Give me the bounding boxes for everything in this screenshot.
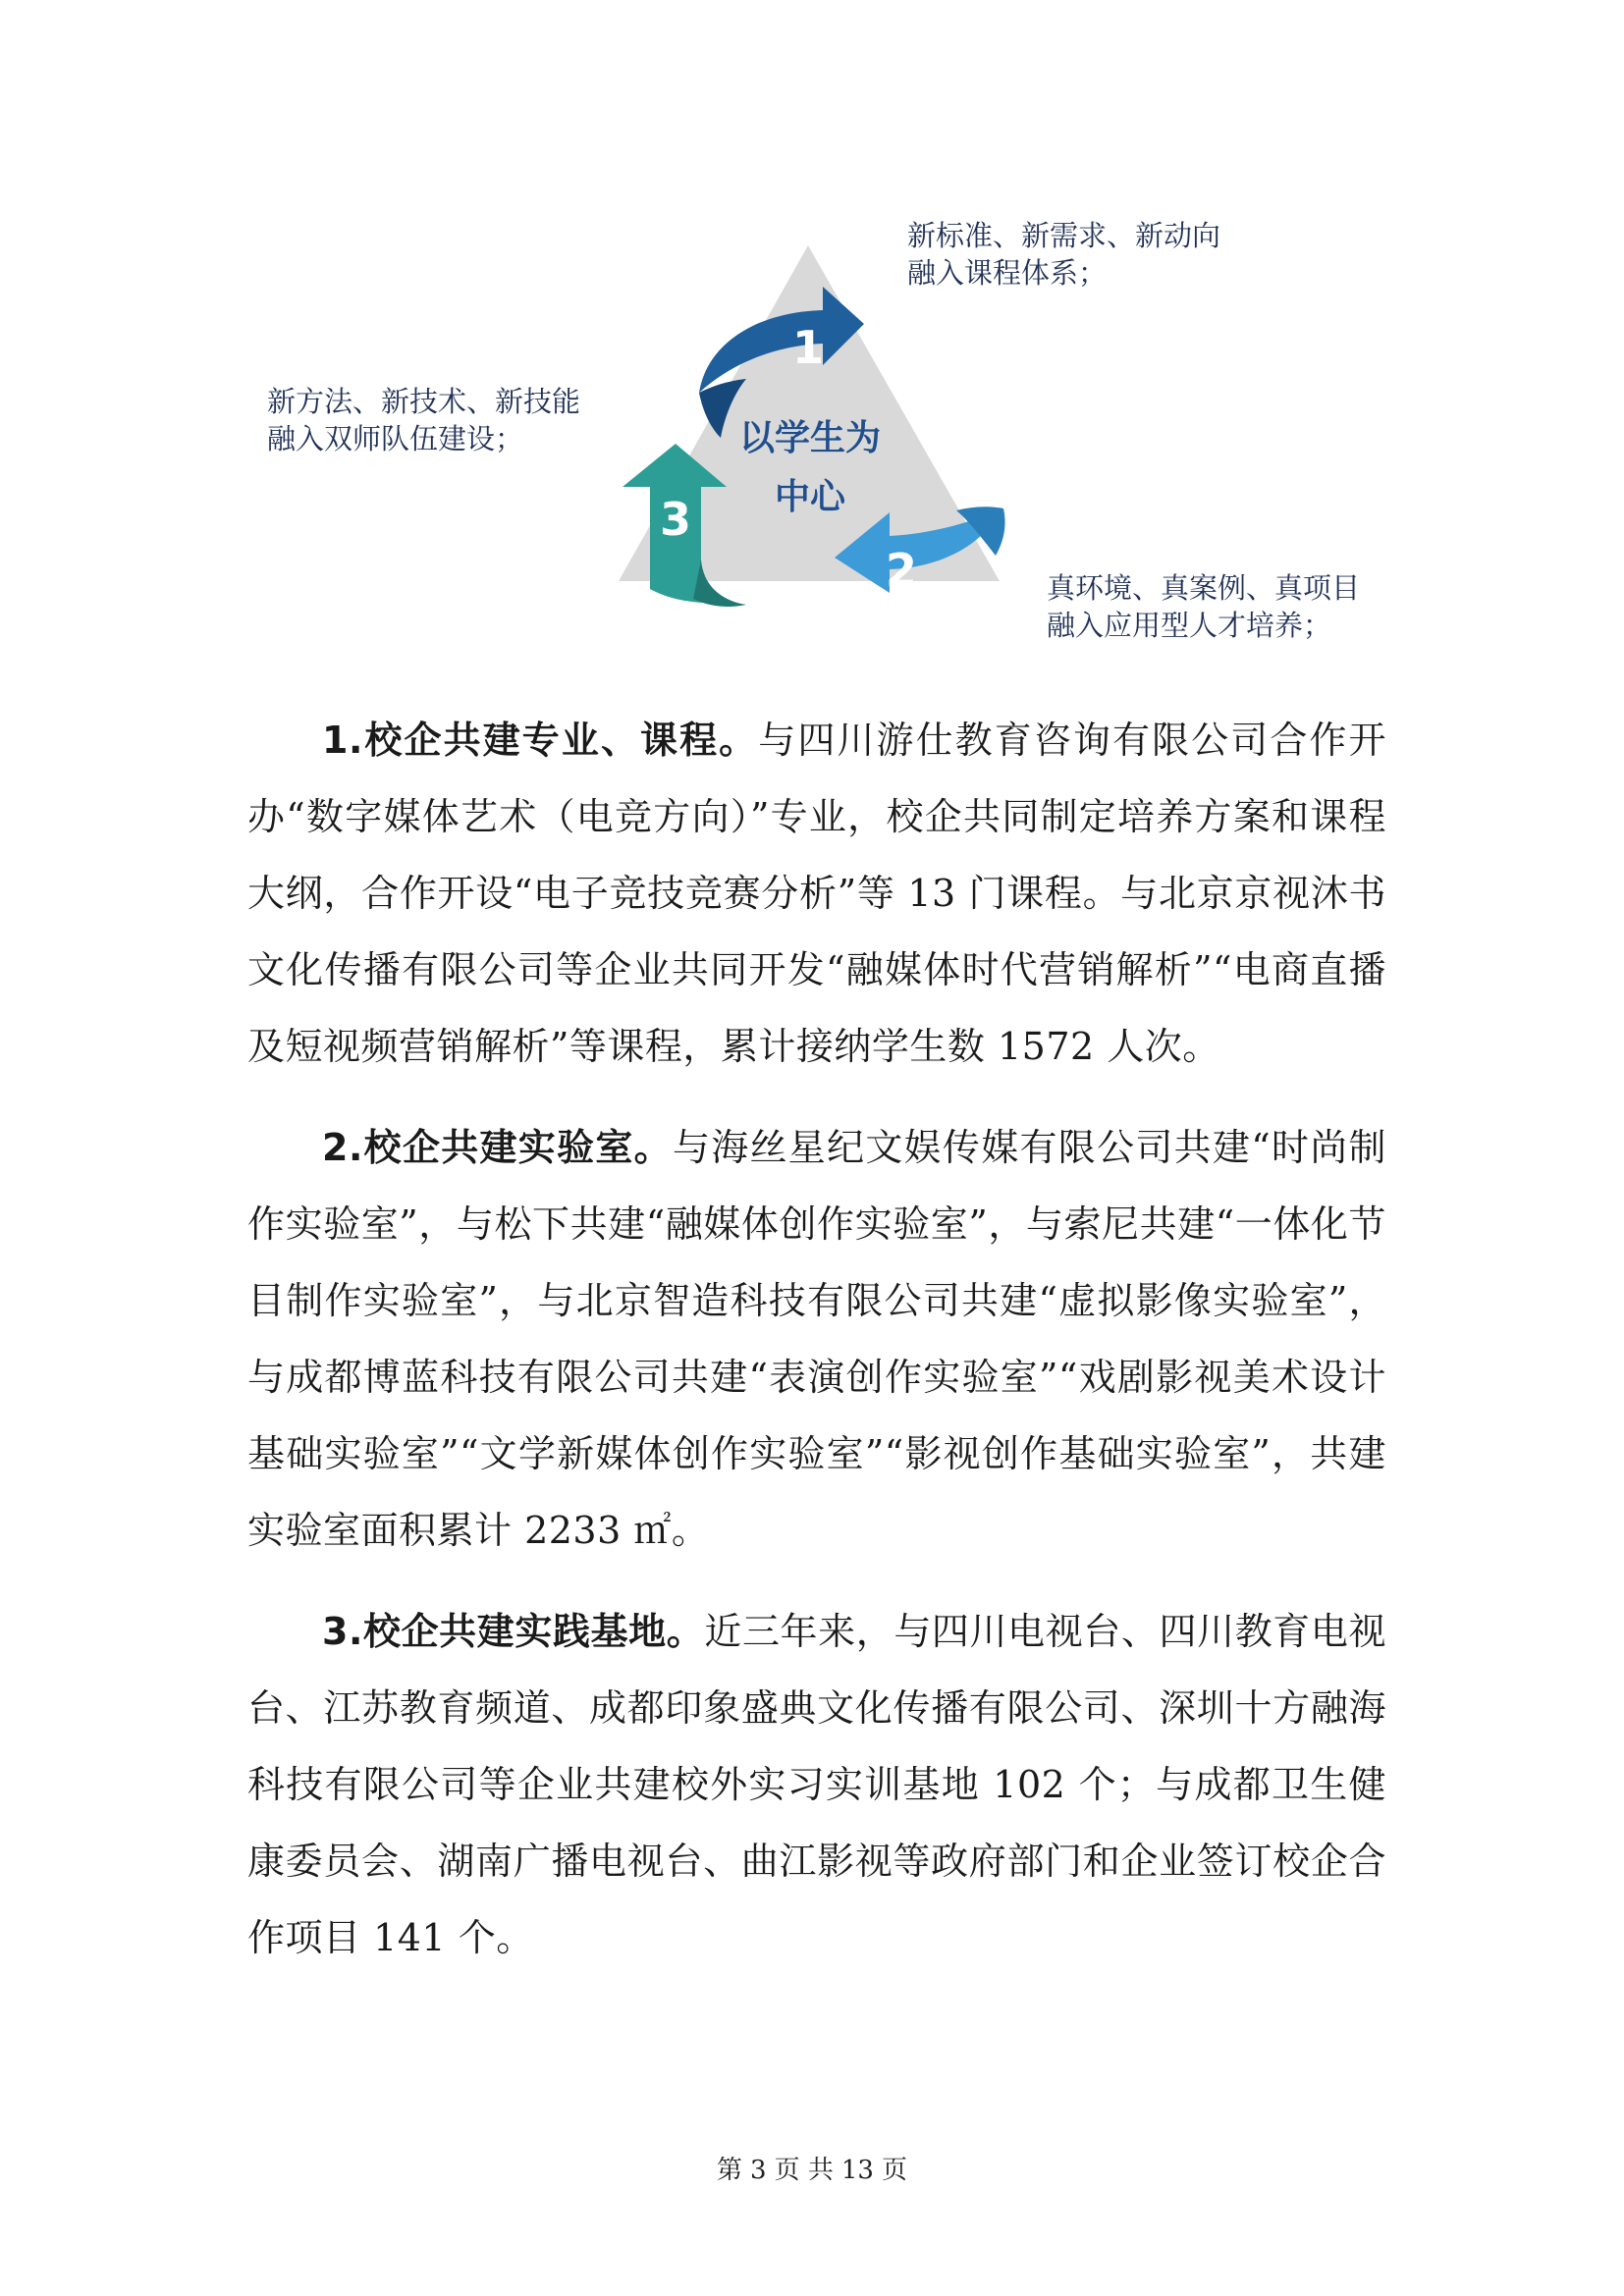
caption-1-line2: 融入课程体系； <box>907 256 1108 290</box>
paragraph-2-heading: 2.校企共建实验室。 <box>322 1126 673 1169</box>
footer-suffix: 页 <box>881 2156 907 2185</box>
caption-3-line2: 融入应用型人才培养； <box>1047 609 1332 642</box>
paragraph-3-body: 近三年来，与四川电视台、四川教育电视台、江苏教育频道、成都印象盛典文化传播有限公司、深圳十方融海科技有限公司等企业共建校外实习实训基地 102 个；与成都卫生健康委员会、湖南广播电视台、曲江影视等政府部门和企业签订校企合作项目 141 个。 <box>247 1610 1386 1959</box>
footer-page-number: 3 <box>750 2156 767 2185</box>
caption-1-line1: 新标准、新需求、新动向 <box>907 219 1221 252</box>
center-label-line1: 以学生为 <box>738 418 882 458</box>
triangle-diagram <box>0 0 1624 687</box>
arrow-2-number: 2 <box>885 544 918 597</box>
paragraph-2-body: 与海丝星纪文娱传媒有限公司共建“时尚制作实验室”，与松下共建“融媒体创作实验室”，与索尼共建“一体化节目制作实验室”，与北京智造科技有限公司共建“虚拟影像实验室”，与成都博蓝科技有限公司共建“表演创作实验室”“戏剧影视美术设计基础实验室”“文学新媒体创作实验室”“影视创作基础实验室”，共建实验室面积累计 2233 ㎡。 <box>247 1126 1386 1552</box>
footer-total-pages: 13 <box>840 2156 874 2185</box>
document-body <box>247 702 1386 2001</box>
paragraph-2 <box>247 1109 1386 1569</box>
footer-middle: 页 共 <box>774 2156 834 2185</box>
footer-prefix: 第 <box>717 2156 743 2185</box>
caption-2-line1: 新方法、新技术、新技能 <box>267 385 581 418</box>
caption-2 <box>267 383 580 457</box>
caption-1 <box>907 217 1220 292</box>
page-footer <box>0 2150 1624 2186</box>
caption-3-line1: 真环境、真案例、真项目 <box>1047 571 1361 605</box>
arrow-3-number: 3 <box>659 493 692 546</box>
paragraph-3 <box>247 1593 1386 1976</box>
triangle-diagram-graphic <box>0 0 1624 687</box>
paragraph-1 <box>247 702 1386 1085</box>
center-label-line2: 中心 <box>774 477 846 517</box>
paragraph-1-body: 与四川游仕教育咨询有限公司合作开办“数字媒体艺术（电竞方向）”专业，校企共同制定培养方案和课程大纲，合作开设“电子竞技竞赛分析”等 13 门课程。与北京京视沐书文化传播有限公司等企业共同开发“融媒体时代营销解析”“电商直播及短视频营销解析”等课程，累计接纳学生数 1572 人次。 <box>247 719 1386 1068</box>
arrow-1-number: 1 <box>791 321 825 374</box>
caption-2-line2: 融入双师队伍建设； <box>267 422 524 455</box>
paragraph-3-heading: 3.校企共建实践基地。 <box>322 1610 705 1653</box>
paragraph-1-heading: 1.校企共建专业、课程。 <box>322 719 759 762</box>
caption-3 <box>1047 569 1360 644</box>
